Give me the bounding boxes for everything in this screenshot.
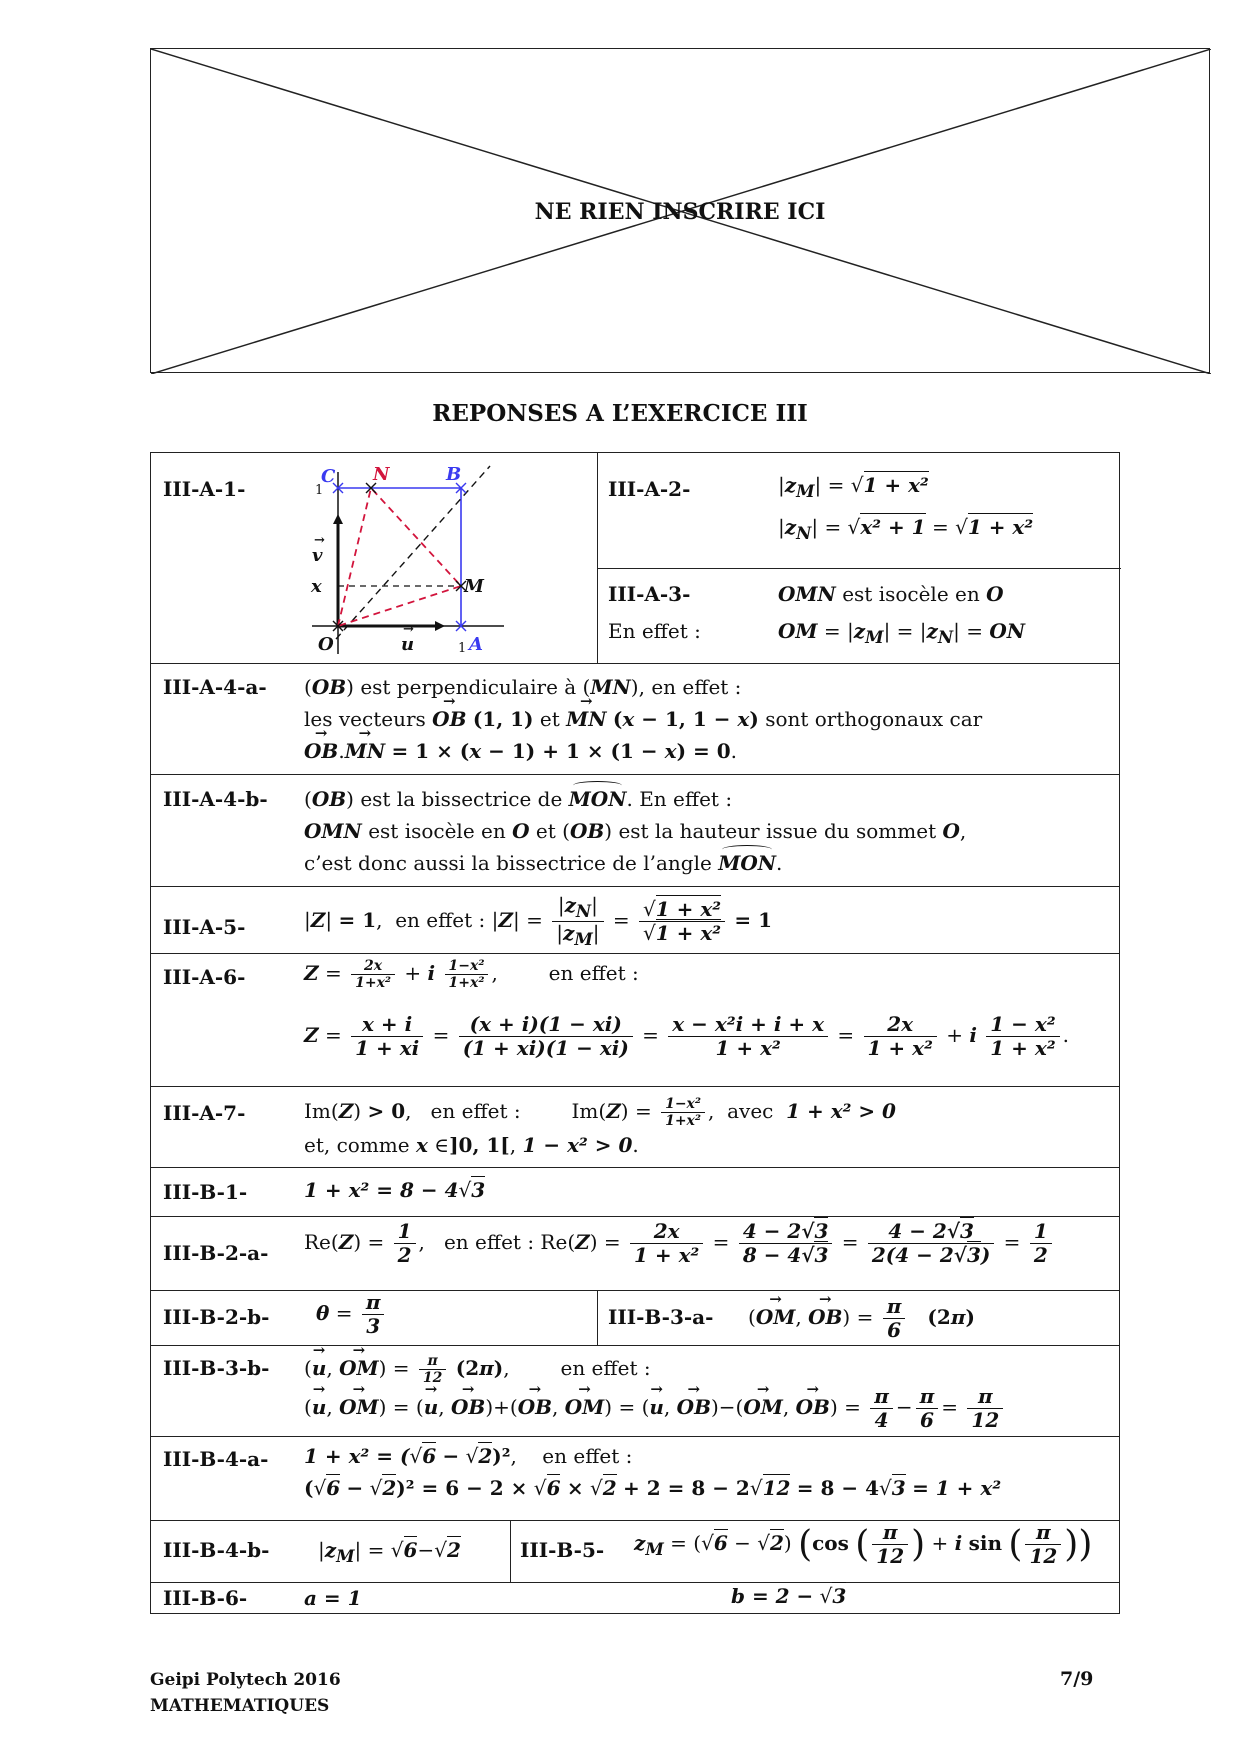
answer-III-B-6-a: a = 1 (304, 1586, 362, 1610)
label-III-B-4-b: III-B-4-b- (163, 1538, 270, 1562)
svg-text:→: → (403, 622, 414, 637)
stamp-text: NE RIEN INSCRIRE ICI (534, 199, 826, 225)
label-III-A-3: III-A-3- (608, 582, 691, 606)
label-III-A-2: III-A-2- (608, 477, 691, 501)
answer-III-B-5: $z_M = (√6 - √2)$ (cos ( $\frac{\pi}{12}$ ) + i sin ( $\frac{\pi}{12}$ )) (634, 1520, 1093, 1568)
answer-III-B-2-a: Re(Z) = $\frac{1}{2}$ , en effet : Re(Z) = $\frac{2x}{\text{1 + x²}}$ = $\frac{4 - 2√3}{8 - 4√3}$ = $\frac{4 - 2√3}{2(4 - 2√3)}$ = $\frac{1}{2}$ (304, 1220, 1055, 1267)
section-title: REPONSES A L’EXERCICE III (432, 400, 808, 427)
answer-III-A-5: |Z| = 1, en effet : |Z| = $\frac{|z_N|}{|z_M|}$ = $\frac{\text{√1 + x²}}{\text{√1 + x²}}$ = 1 (304, 893, 773, 950)
tick-y-1: 1 (315, 483, 324, 498)
page-number: 7/9 (1060, 1668, 1094, 1690)
vector-v: v (312, 545, 323, 566)
answer-III-A-4-b-l3: c’est donc aussi la bissectrice de l’angle MON. (304, 851, 783, 875)
point-B: B (446, 464, 462, 485)
label-III-A-7: III-A-7- (163, 1101, 246, 1125)
answer-III-A-2-zM: $|z_M| = √1 + x^2$ (778, 473, 929, 501)
label-III-B-2-b: III-B-2-b- (163, 1305, 270, 1329)
en-effet-A3: En effet : (608, 619, 701, 643)
point-C: C (321, 466, 336, 487)
label-III-A-5: III-A-5- (163, 915, 246, 939)
answer-III-A-3-l1: OMN est isocèle en O (778, 582, 1004, 606)
point-N: N (373, 464, 390, 485)
answer-III-A-2-zN: $|z_N| = √x^2 + 1 = √1 + x^2$ (778, 515, 1034, 543)
label-III-B-1: III-B-1- (163, 1180, 248, 1204)
answer-III-A-7-l2: et, comme x ∈]0, 1[, 1 − x² > 0. (304, 1133, 639, 1157)
vector-u: u (401, 634, 415, 655)
point-M: M (464, 576, 484, 597)
answer-III-A-4-b-l1: (OB) est la bissectrice de MON. En effet : (304, 787, 733, 811)
answer-III-A-6-l1: Z = $\frac{2x}{\text{1+x²}}$ + i $\frac{\text{1−x²}}{\text{1+x²}}$ , en effet : (304, 958, 639, 992)
answers-table (150, 452, 1120, 1614)
footer-info (150, 1668, 341, 1719)
answer-III-B-4-a-l2: (√6 − √2)² = 6 − 2 × √6 × √2 + 2 = 8 − 2√12 = 8 − 4√3 = 1 + x² (304, 1476, 1002, 1500)
answer-III-B-3-b-l2: (→ u, → OM) = (→ u, → OB)+(→ OB, → OM) = (→ u, → OB)−(→ OM, → OB) = $\frac{\pi}{4}$ − $\frac{\pi}{6}$ = $\frac{\pi}{12}$ (304, 1385, 1006, 1432)
label-III-A-4-a: III-A-4-a- (163, 675, 267, 699)
answer-III-A-6-l2: Z = $\frac{x + i}{1 + xi}$ = $\frac{(x + i)(1 - xi)}{(1 + xi)(1 - xi)}$ = $\frac{\text{x − x²i + i + x}}{\text{1 + x²}}$ = $\frac{2x}{\text{1 + x²}}$ + i $\frac{\text{1 − x²}}{\text{1 + x²}}$ . (304, 1012, 1069, 1060)
point-O: O (318, 634, 334, 655)
label-III-A-4-b: III-A-4-b- (163, 787, 268, 811)
answer-III-A-4-a-l3: → OB.→ MN = 1 × (x − 1) + 1 × (1 − x) = 0. (304, 739, 737, 763)
answer-III-B-4-b: $|z_M| = √6-√2$ (318, 1538, 461, 1566)
svg-text:→: → (314, 533, 325, 548)
label-III-B-3-b: III-B-3-b- (163, 1356, 270, 1380)
label-III-A-6: III-A-6- (163, 965, 246, 989)
answer-III-B-6-b: b = 2 − √3 (731, 1584, 847, 1608)
footer-subject: MATHEMATIQUES (150, 1695, 330, 1716)
answer-III-A-4-a-l1: (OB) est perpendiculaire à (MN), en effet : (304, 675, 742, 699)
answer-III-B-1: 1 + x² = 8 − 4√3 (304, 1178, 486, 1202)
label-III-B-2-a: III-B-2-a- (163, 1241, 269, 1265)
answer-III-B-4-a-l1: 1 + x² = (√6 − √2)², en effet : (304, 1444, 633, 1468)
point-A: A (469, 634, 483, 655)
footer-exam: Geipi Polytech 2016 (150, 1670, 341, 1690)
label-III-B-6: III-B-6- (163, 1586, 248, 1610)
answer-III-A-4-b-l2: OMN est isocèle en O et (OB) est la hauteur issue du sommet O, (304, 819, 967, 843)
label-x: x (311, 576, 322, 597)
answer-III-A-7-l1: Im(Z) > 0, en effet : Im(Z) = $\frac{\text{1−x²}}{\text{1+x²}}$ , avec 1 + x² > 0 (304, 1096, 896, 1130)
do-not-write-box (150, 48, 1210, 373)
label-III-A-1: III-A-1- (163, 477, 246, 501)
answer-III-A-4-a-l2: les vecteurs → OB (1, 1) et → MN (x − 1, 1 − x) sont orthogonaux car (304, 707, 982, 731)
answer-III-B-3-a: (→ OM, → OB) = $\frac{\pi}{6}$ (2π) (748, 1295, 975, 1342)
label-III-B-3-a: III-B-3-a- (608, 1305, 714, 1329)
answer-III-A-3-l2: OM = $|z_M| = |z_N|$ = ON (778, 619, 1026, 647)
answer-III-B-2-b: θ = $\frac{\pi}{3}$ (316, 1291, 387, 1338)
label-III-B-4-a: III-B-4-a- (163, 1447, 269, 1471)
figure-unit-square (306, 458, 506, 658)
answer-III-B-3-b-l1: (→ u, → OM) = $\frac{\pi}{12}$ (2π), en effet : (304, 1353, 651, 1386)
tick-x-1: 1 (458, 641, 467, 656)
label-III-B-5: III-B-5- (520, 1538, 605, 1562)
